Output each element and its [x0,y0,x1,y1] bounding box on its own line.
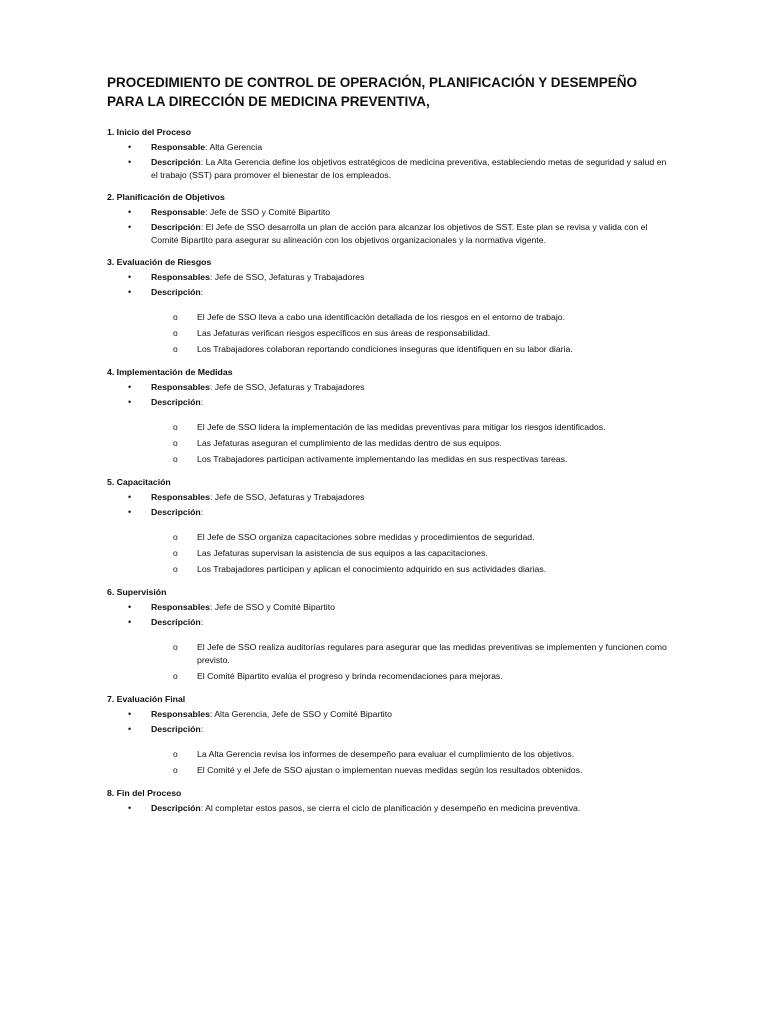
sub-list-item [173,453,668,466]
sub-item-text: El Jefe de SSO realiza auditorías regulares para asegurar que las medidas preventivas se implementen y funcionen como previsto. [197,642,667,665]
item-text: Al completar estos pasos, se cierra el ciclo de planificación y desempeño en medicina preventiva. [205,803,581,813]
item-separator: : [209,382,215,392]
section-items [107,271,668,356]
item-separator: : [200,724,204,734]
item-label: Descripción [151,157,201,167]
item-separator: : [209,492,215,502]
circle-bullet-icon: o [173,438,178,448]
sub-list-item [173,547,668,560]
section-8 [107,787,668,815]
list-item [128,221,668,247]
sub-item-text: Los Trabajadores colaboran reportando condiciones inseguras que identifiquen en su labor diaria. [197,344,573,354]
section-heading: 5. Capacitación [107,477,171,487]
item-text: Jefe de SSO y Comité Bipartito [209,207,331,217]
bullet-icon: • [128,397,132,407]
sub-list-item [173,563,668,576]
bullet-icon: • [128,142,132,152]
section-heading: 8. Fin del Proceso [107,788,182,798]
document-title: PROCEDIMIENTO DE CONTROL DE OPERACIÓN, PLANIFICACIÓN Y DESEMPEÑO PARA LA DIRECCIÓN DE MEDICINA PREVENTIVA, [107,75,638,109]
bullet-icon: • [128,724,132,734]
section-items [107,601,668,683]
bullet-icon: • [128,617,132,627]
section-heading: 1. Inicio del Proceso [107,127,192,137]
bullet-icon: • [128,492,132,502]
section-items [107,206,668,247]
list-item [128,286,668,356]
item-separator: : [200,222,206,232]
item-separator: : [209,602,215,612]
item-label: Descripción [151,507,201,517]
list-item [128,616,668,683]
item-separator: : [200,397,204,407]
circle-bullet-icon: o [173,454,178,464]
list-item [128,141,668,154]
item-text: El Jefe de SSO desarrolla un plan de acción para alcanzar los objetivos de SST. Este plan se revisa y valida con el Comité Bipartito para asegurar su alineación con los objetivos organizacionales y la normativa vigente. [151,222,648,245]
bullet-icon: • [128,287,132,297]
bullet-icon: • [128,382,132,392]
list-item [128,396,668,466]
sub-item-text: El Comité Bipartito evalúa el progreso y brinda recomendaciones para mejoras. [197,671,503,681]
item-label: Responsable [151,207,206,217]
sub-item-text: La Alta Gerencia revisa los informes de desempeño para evaluar el cumplimiento de los objetivos. [197,749,575,759]
bullet-icon: • [128,272,132,282]
circle-bullet-icon: o [173,548,178,558]
sub-list [151,641,668,683]
list-item [128,491,668,504]
section-items [107,141,668,182]
section-1 [107,126,668,182]
section-6 [107,586,668,683]
item-separator: : [209,709,215,719]
bullet-icon: • [128,709,132,719]
sub-list [151,531,668,576]
bullet-icon: • [128,157,132,167]
item-separator: : [205,142,210,152]
sub-list [151,311,668,356]
item-label: Responsable [151,142,206,152]
section-items [107,708,668,777]
list-item [128,802,668,815]
item-label: Responsables [151,602,210,612]
item-separator: : [205,207,210,217]
item-text: Jefe de SSO, Jefaturas y Trabajadores [214,492,365,502]
list-item [128,271,668,284]
item-label: Descripción [151,617,201,627]
sub-list-item [173,670,668,683]
sub-item-text: Las Jefaturas aseguran el cumplimiento de las medidas dentro de sus equipos. [197,438,502,448]
bullet-icon: • [128,222,132,232]
item-text: La Alta Gerencia define los objetivos estratégicos de medicina preventiva, estableciendo metas de seguridad y salud en el trabajo (SST) para promover el bienestar de los empleados. [151,157,667,180]
sub-item-text: El Jefe de SSO lidera la implementación de las medidas preventivas para mitigar los riesgos identificados. [197,422,606,432]
item-text: Jefe de SSO, Jefaturas y Trabajadores [214,382,365,392]
item-separator: : [209,272,215,282]
item-text: Jefe de SSO, Jefaturas y Trabajadores [214,272,365,282]
item-text: Alta Gerencia, Jefe de SSO y Comité Bipartito [214,709,392,719]
sub-list-item [173,437,668,450]
sub-list [151,748,668,777]
item-separator: : [200,617,204,627]
bullet-icon: • [128,507,132,517]
circle-bullet-icon: o [173,642,178,652]
section-5 [107,476,668,576]
sub-list-item [173,764,668,777]
item-label: Responsables [151,382,210,392]
circle-bullet-icon: o [173,344,178,354]
sub-list-item [173,421,668,434]
section-heading: 3. Evaluación de Riesgos [107,257,212,267]
circle-bullet-icon: o [173,312,178,322]
circle-bullet-icon: o [173,564,178,574]
list-item [128,708,668,721]
circle-bullet-icon: o [173,532,178,542]
item-label: Descripción [151,222,201,232]
sub-item-text: Los Trabajadores participan activamente implementando las medidas en sus respectivas tareas. [197,454,568,464]
list-item [128,206,668,219]
bullet-icon: • [128,602,132,612]
item-text: Alta Gerencia [209,142,263,152]
sub-item-text: El Jefe de SSO organiza capacitaciones sobre medidas y procedimientos de seguridad. [197,532,535,542]
sub-item-text: Los Trabajadores participan y aplican el conocimiento adquirido en sus actividades diarias. [197,564,547,574]
sub-list-item [173,327,668,340]
sub-list-item [173,748,668,761]
item-separator: : [200,157,206,167]
sub-list [151,421,668,466]
sub-item-text: Las Jefaturas verifican riesgos específicos en sus áreas de responsabilidad. [197,328,491,338]
circle-bullet-icon: o [173,671,178,681]
circle-bullet-icon: o [173,765,178,775]
bullet-icon: • [128,803,132,813]
item-separator: : [200,803,206,813]
sub-list-item [173,311,668,324]
item-label: Descripción [151,724,201,734]
sub-list-item [173,531,668,544]
sub-item-text: El Comité y el Jefe de SSO ajustan o implementan nuevas medidas según los resultados obtenidos. [197,765,583,775]
item-label: Descripción [151,287,201,297]
section-items [107,381,668,466]
section-heading: 7. Evaluación Final [107,694,186,704]
section-heading: 6. Supervisión [107,587,167,597]
circle-bullet-icon: o [173,328,178,338]
list-item [128,156,668,182]
item-label: Responsables [151,709,210,719]
item-separator: : [200,287,204,297]
sub-list-item [173,343,668,356]
sub-list-item [173,641,668,667]
sub-item-text: El Jefe de SSO lleva a cabo una identificación detallada de los riesgos en el entorno de trabajo. [197,312,566,322]
section-4 [107,366,668,466]
list-item [128,381,668,394]
section-items [107,802,668,815]
list-item [128,506,668,576]
list-item [128,723,668,777]
circle-bullet-icon: o [173,422,178,432]
item-label: Responsables [151,272,210,282]
section-2 [107,191,668,247]
section-heading: 4. Implementación de Medidas [107,367,233,377]
section-3 [107,256,668,356]
circle-bullet-icon: o [173,749,178,759]
sub-item-text: Las Jefaturas supervisan la asistencia de sus equipos a las capacitaciones. [197,548,488,558]
item-label: Descripción [151,397,201,407]
list-item [128,601,668,614]
bullet-icon: • [128,207,132,217]
item-label: Responsables [151,492,210,502]
item-label: Descripción [151,803,201,813]
item-text: Jefe de SSO y Comité Bipartito [214,602,335,612]
section-heading: 2. Planificación de Objetivos [107,192,225,202]
section-items [107,491,668,576]
item-separator: : [200,507,204,517]
section-7 [107,693,668,777]
